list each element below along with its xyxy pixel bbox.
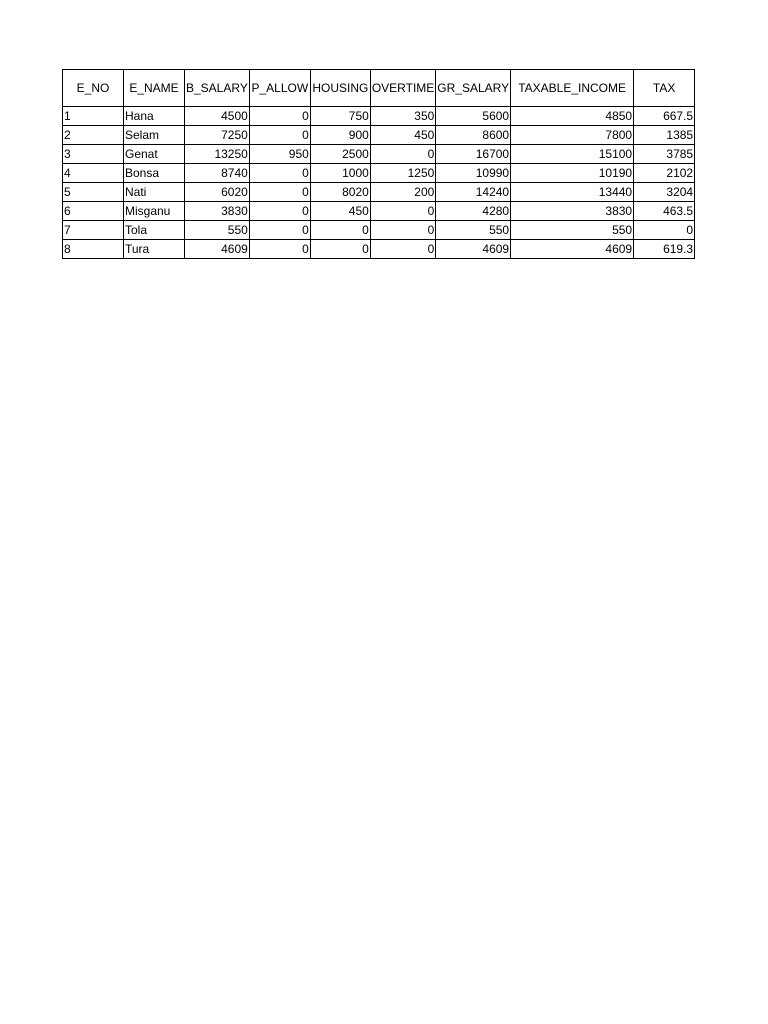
cell-p-allow[interactable]: 950 bbox=[249, 145, 310, 164]
table-row bbox=[63, 107, 695, 126]
cell-taxable-income[interactable]: 4850 bbox=[511, 107, 634, 126]
cell-p-allow[interactable]: 0 bbox=[249, 240, 310, 259]
cell-housing[interactable]: 900 bbox=[310, 126, 370, 145]
header-b-salary[interactable]: B_SALARY bbox=[185, 70, 250, 107]
table-body bbox=[63, 107, 695, 259]
cell-p-allow[interactable]: 0 bbox=[249, 221, 310, 240]
cell-e-name[interactable]: Misganu bbox=[124, 202, 185, 221]
cell-p-allow[interactable]: 0 bbox=[249, 107, 310, 126]
header-p-allow[interactable]: P_ALLOW bbox=[249, 70, 310, 107]
header-e-no[interactable]: E_NO bbox=[63, 70, 124, 107]
cell-taxable-income[interactable]: 550 bbox=[511, 221, 634, 240]
cell-taxable-income[interactable]: 4609 bbox=[511, 240, 634, 259]
header-housing[interactable]: HOUSING bbox=[310, 70, 370, 107]
cell-gr-salary[interactable]: 550 bbox=[436, 221, 511, 240]
cell-taxable-income[interactable]: 7800 bbox=[511, 126, 634, 145]
cell-housing[interactable]: 450 bbox=[310, 202, 370, 221]
cell-gr-salary[interactable]: 10990 bbox=[436, 164, 511, 183]
cell-p-allow[interactable]: 0 bbox=[249, 164, 310, 183]
cell-b-salary[interactable]: 7250 bbox=[185, 126, 250, 145]
table-row bbox=[63, 145, 695, 164]
cell-housing[interactable]: 8020 bbox=[310, 183, 370, 202]
cell-gr-salary[interactable]: 4280 bbox=[436, 202, 511, 221]
cell-housing[interactable]: 0 bbox=[310, 221, 370, 240]
cell-gr-salary[interactable]: 5600 bbox=[436, 107, 511, 126]
cell-e-name[interactable]: Tola bbox=[124, 221, 185, 240]
cell-p-allow[interactable]: 0 bbox=[249, 183, 310, 202]
cell-e-no[interactable]: 5 bbox=[63, 183, 124, 202]
table-row bbox=[63, 164, 695, 183]
cell-gr-salary[interactable]: 16700 bbox=[436, 145, 511, 164]
header-gr-salary[interactable]: GR_SALARY bbox=[436, 70, 511, 107]
cell-e-name[interactable]: Bonsa bbox=[124, 164, 185, 183]
cell-e-name[interactable]: Nati bbox=[124, 183, 185, 202]
cell-overtime[interactable]: 0 bbox=[370, 221, 435, 240]
cell-tax[interactable]: 463.5 bbox=[634, 202, 695, 221]
cell-e-no[interactable]: 1 bbox=[63, 107, 124, 126]
cell-tax[interactable]: 667.5 bbox=[634, 107, 695, 126]
cell-tax[interactable]: 619.3 bbox=[634, 240, 695, 259]
cell-b-salary[interactable]: 8740 bbox=[185, 164, 250, 183]
cell-gr-salary[interactable]: 14240 bbox=[436, 183, 511, 202]
cell-overtime[interactable]: 0 bbox=[370, 240, 435, 259]
cell-housing[interactable]: 1000 bbox=[310, 164, 370, 183]
header-taxable-income[interactable]: TAXABLE_INCOME bbox=[511, 70, 634, 107]
header-e-name[interactable]: E_NAME bbox=[124, 70, 185, 107]
cell-tax[interactable]: 2102 bbox=[634, 164, 695, 183]
cell-housing[interactable]: 750 bbox=[310, 107, 370, 126]
cell-tax[interactable]: 0 bbox=[634, 221, 695, 240]
cell-b-salary[interactable]: 4500 bbox=[185, 107, 250, 126]
cell-gr-salary[interactable]: 8600 bbox=[436, 126, 511, 145]
cell-b-salary[interactable]: 550 bbox=[185, 221, 250, 240]
header-row bbox=[63, 70, 695, 107]
cell-taxable-income[interactable]: 10190 bbox=[511, 164, 634, 183]
cell-b-salary[interactable]: 13250 bbox=[185, 145, 250, 164]
cell-e-no[interactable]: 2 bbox=[63, 126, 124, 145]
cell-housing[interactable]: 2500 bbox=[310, 145, 370, 164]
table-row bbox=[63, 183, 695, 202]
header-tax[interactable]: TAX bbox=[634, 70, 695, 107]
cell-gr-salary[interactable]: 4609 bbox=[436, 240, 511, 259]
cell-e-no[interactable]: 4 bbox=[63, 164, 124, 183]
payroll-table bbox=[62, 69, 695, 259]
table-header bbox=[63, 70, 695, 107]
cell-e-no[interactable]: 8 bbox=[63, 240, 124, 259]
cell-overtime[interactable]: 0 bbox=[370, 145, 435, 164]
cell-tax[interactable]: 3204 bbox=[634, 183, 695, 202]
cell-b-salary[interactable]: 6020 bbox=[185, 183, 250, 202]
table-row bbox=[63, 221, 695, 240]
cell-e-no[interactable]: 3 bbox=[63, 145, 124, 164]
cell-p-allow[interactable]: 0 bbox=[249, 202, 310, 221]
cell-e-no[interactable]: 7 bbox=[63, 221, 124, 240]
cell-taxable-income[interactable]: 15100 bbox=[511, 145, 634, 164]
cell-b-salary[interactable]: 3830 bbox=[185, 202, 250, 221]
cell-tax[interactable]: 1385 bbox=[634, 126, 695, 145]
cell-p-allow[interactable]: 0 bbox=[249, 126, 310, 145]
header-overtime[interactable]: OVERTIME bbox=[370, 70, 435, 107]
cell-overtime[interactable]: 350 bbox=[370, 107, 435, 126]
cell-tax[interactable]: 3785 bbox=[634, 145, 695, 164]
table-row bbox=[63, 202, 695, 221]
cell-overtime[interactable]: 450 bbox=[370, 126, 435, 145]
table-row bbox=[63, 126, 695, 145]
cell-overtime[interactable]: 0 bbox=[370, 202, 435, 221]
cell-b-salary[interactable]: 4609 bbox=[185, 240, 250, 259]
table-row bbox=[63, 240, 695, 259]
cell-overtime[interactable]: 200 bbox=[370, 183, 435, 202]
cell-overtime[interactable]: 1250 bbox=[370, 164, 435, 183]
cell-housing[interactable]: 0 bbox=[310, 240, 370, 259]
cell-e-no[interactable]: 6 bbox=[63, 202, 124, 221]
cell-taxable-income[interactable]: 13440 bbox=[511, 183, 634, 202]
cell-taxable-income[interactable]: 3830 bbox=[511, 202, 634, 221]
cell-e-name[interactable]: Tura bbox=[124, 240, 185, 259]
cell-e-name[interactable]: Selam bbox=[124, 126, 185, 145]
cell-e-name[interactable]: Genat bbox=[124, 145, 185, 164]
cell-e-name[interactable]: Hana bbox=[124, 107, 185, 126]
